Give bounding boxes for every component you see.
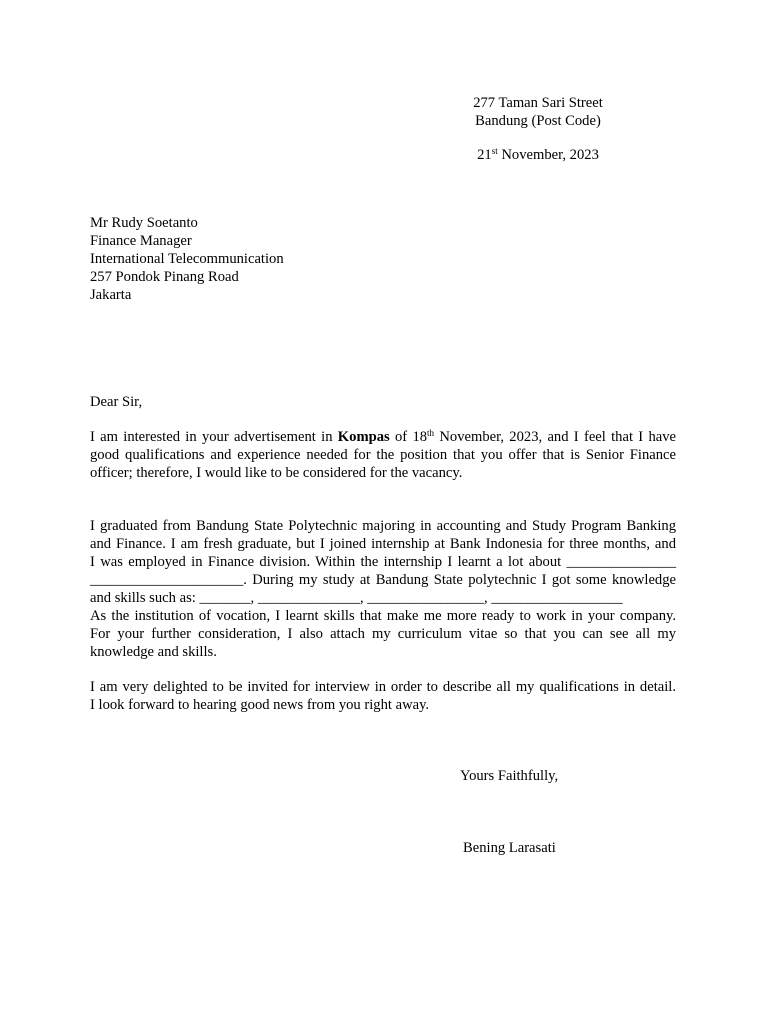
date-rest: November, 2023	[497, 147, 599, 163]
recipient-city: Jakarta	[90, 287, 132, 303]
ordinal-suffix: th	[427, 428, 435, 438]
signature-name: Bening Larasati	[463, 840, 556, 856]
paragraph-line: For your further consideration, I also attach my curriculum vitae so that you can see all my	[90, 626, 676, 642]
recipient-company: International Telecommunication	[90, 251, 284, 267]
paragraph-qualifications	[90, 517, 676, 661]
paragraph-line: _____________________. During my study at Bandung State polytechnic I got some knowledge	[90, 572, 676, 588]
paragraph-line: I am very delighted to be invited for interview in order to describe all my qualifications in detail.	[90, 679, 676, 695]
salutation: Dear Sir,	[90, 394, 143, 410]
paragraph-line: and Finance. I am fresh graduate, but I joined internship at Bank Indonesia for three months, and	[90, 536, 676, 552]
paragraph-line: I was employed in Finance division. Within the internship I learnt a lot about _______________	[90, 554, 676, 570]
text-run: of 18	[389, 429, 428, 445]
paragraph-line: I graduated from Bandung State Polytechnic majoring in accounting and Study Program Banking	[90, 518, 676, 534]
paragraph-line	[90, 428, 676, 446]
text-run: November, 2023, and I feel that I have	[434, 429, 676, 445]
complimentary-close: Yours Faithfully,	[460, 768, 559, 784]
recipient-address	[90, 214, 490, 304]
paragraph-line: I look forward to hearing good news from you right away.	[90, 697, 430, 713]
date-day: 21	[477, 147, 492, 163]
paragraph-closing	[90, 678, 676, 714]
recipient-street: 257 Pondok Pinang Road	[90, 269, 239, 285]
paragraph-interest	[90, 428, 676, 482]
sender-city: Bandung (Post Code)	[475, 113, 601, 129]
recipient-name: Mr Rudy Soetanto	[90, 215, 198, 231]
sender-address	[420, 94, 656, 130]
sender-street: 277 Taman Sari Street	[473, 95, 603, 111]
letter-date	[420, 146, 656, 164]
date-day-suffix: st	[491, 146, 498, 156]
paragraph-line: As the institution of vocation, I learnt skills that make me more ready to work in your company.	[90, 608, 676, 624]
recipient-title: Finance Manager	[90, 233, 192, 249]
newspaper-name: Kompas	[337, 429, 390, 445]
text-run: I am interested in your advertisement in	[90, 429, 338, 445]
paragraph-line: good qualifications and experience needed for the position that you offer that is Senior Finance	[90, 447, 676, 463]
paragraph-line: and skills such as: _______, ______________, ________________, __________________	[90, 590, 623, 606]
paragraph-line: officer; therefore, I would like to be considered for the vacancy.	[90, 465, 463, 481]
paragraph-line: knowledge and skills.	[90, 644, 217, 660]
